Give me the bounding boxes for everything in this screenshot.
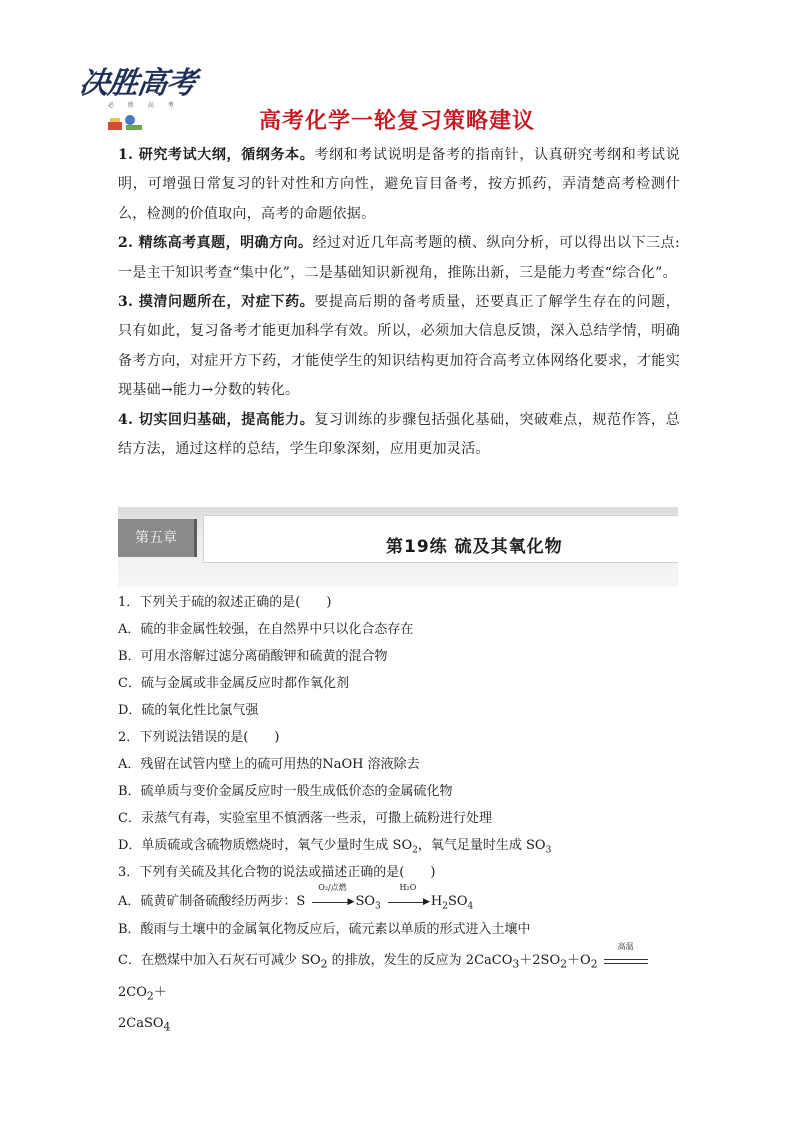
strategy-lead: 2. 精练高考真题，明确方向。 [118, 235, 313, 252]
strategy-body: 复习训练的步骤包括强化基础，突破难点，规范作答，总结方法，通过这样的总结，学生印象深刻，应用更加灵活。 [118, 411, 680, 458]
chapter-tag: 第五章 [118, 519, 197, 557]
option-a: A．硫黄矿制备硫酸经历两步：S O₂/点燃 ▶ $SO_3$ H₂O ▶ $H_2SO_4$ [118, 882, 474, 912]
reaction-equals: 高温 [604, 954, 648, 968]
option-c: C．在燃煤中加入石灰石可减少 $SO_2$ 的排放，发生的反应为 $2CaCO_3+2SO_2+O_2$ 高温 $2CO_2+$ 2CaSO$_4$ [118, 943, 678, 1042]
document-title: 高考化学一轮复习策略建议 [258, 109, 535, 134]
reaction-arrow: O₂/点燃 ▶ [312, 895, 352, 909]
strategy-lead: 3. 摸清问题所在，对症下药。 [118, 294, 315, 311]
option-c: C．硫与金属或非金属反应时都作氧化剂 [118, 676, 349, 691]
questions [118, 589, 678, 1042]
question-stem: 1．下列关于硫的叙述正确的是( ) [118, 595, 332, 610]
strategy-lead: 1. 研究考试大纲，循纲务本。 [118, 147, 315, 163]
reaction-arrow: H₂O ▶ [388, 895, 428, 909]
strategy-item [118, 141, 680, 229]
strategy-item [118, 406, 680, 465]
strategy-body: 经过对近几年高考题的横、纵向分析，可以得出以下三点:一是主干知识考查“集中化”，二是基础知识新视角，推陈出新，三是能力考查“综合化”。 [118, 235, 681, 281]
option-b: B．可用水溶解过滤分离硝酸钾和硫黄的混合物 [118, 649, 388, 664]
chapter-title: 第19练 硫及其氧化物 [386, 537, 563, 557]
option-b: B．酸雨与土壤中的金属氧化物反应后，硫元素以单质的形式进入土壤中 [118, 922, 531, 937]
strategy-body: 要提高后期的备考质量，还要真正了解学生存在的问题，只有如此，复习备考才能更加科学有效。所以，必须加大信息反馈，深入总结学情，明确备考方向，对症开方下药，才能使学生的知识结构更加符合高考立体网络化要求，才能实现基础→能力→分数的转化。 [118, 294, 680, 399]
option-c: C．汞蒸气有毒，实验室里不慎洒落一些汞，可撒上硫粉进行处理 [118, 811, 492, 826]
strategy-lead: 4. 切实回归基础，提高能力。 [118, 411, 315, 428]
strategy-item [118, 288, 680, 406]
logo-subtitle: 必 胜 高 考 [108, 102, 180, 109]
chapter-header [118, 507, 678, 587]
strategy-section [118, 141, 680, 464]
option-a: A．硫的非金属性较强，在自然界中只以化合态存在 [118, 622, 414, 637]
question-stem: 2．下列说法错误的是( ) [118, 730, 280, 745]
option-a: A．残留在试管内壁上的硫可用热的NaOH 溶液除去 [118, 757, 420, 772]
option-d: D．单质硫或含硫物质燃烧时，氧气少量时生成 $SO_2$，氧气足量时生成 $SO_3$ [118, 838, 552, 856]
logo-text: 决胜高考 [77, 66, 198, 101]
strategy-item [118, 229, 680, 288]
chapter-title-box [203, 515, 678, 563]
option-d: D．硫的氧化性比氯气强 [118, 703, 259, 718]
question-stem: 3．下列有关硫及其化合物的说法或描述正确的是( ) [118, 865, 436, 880]
strategy-body: 考纲和考试说明是备考的指南针，认真研究考纲和考试说明，可增强日常复习的针对性和方向性，避免盲目备考，按方抓药，弄清楚高考检测什么，检测的价值取向，高考的命题依据。 [118, 147, 680, 222]
option-b: B．硫单质与变价金属反应时一般生成低价态的金属硫化物 [118, 784, 453, 799]
